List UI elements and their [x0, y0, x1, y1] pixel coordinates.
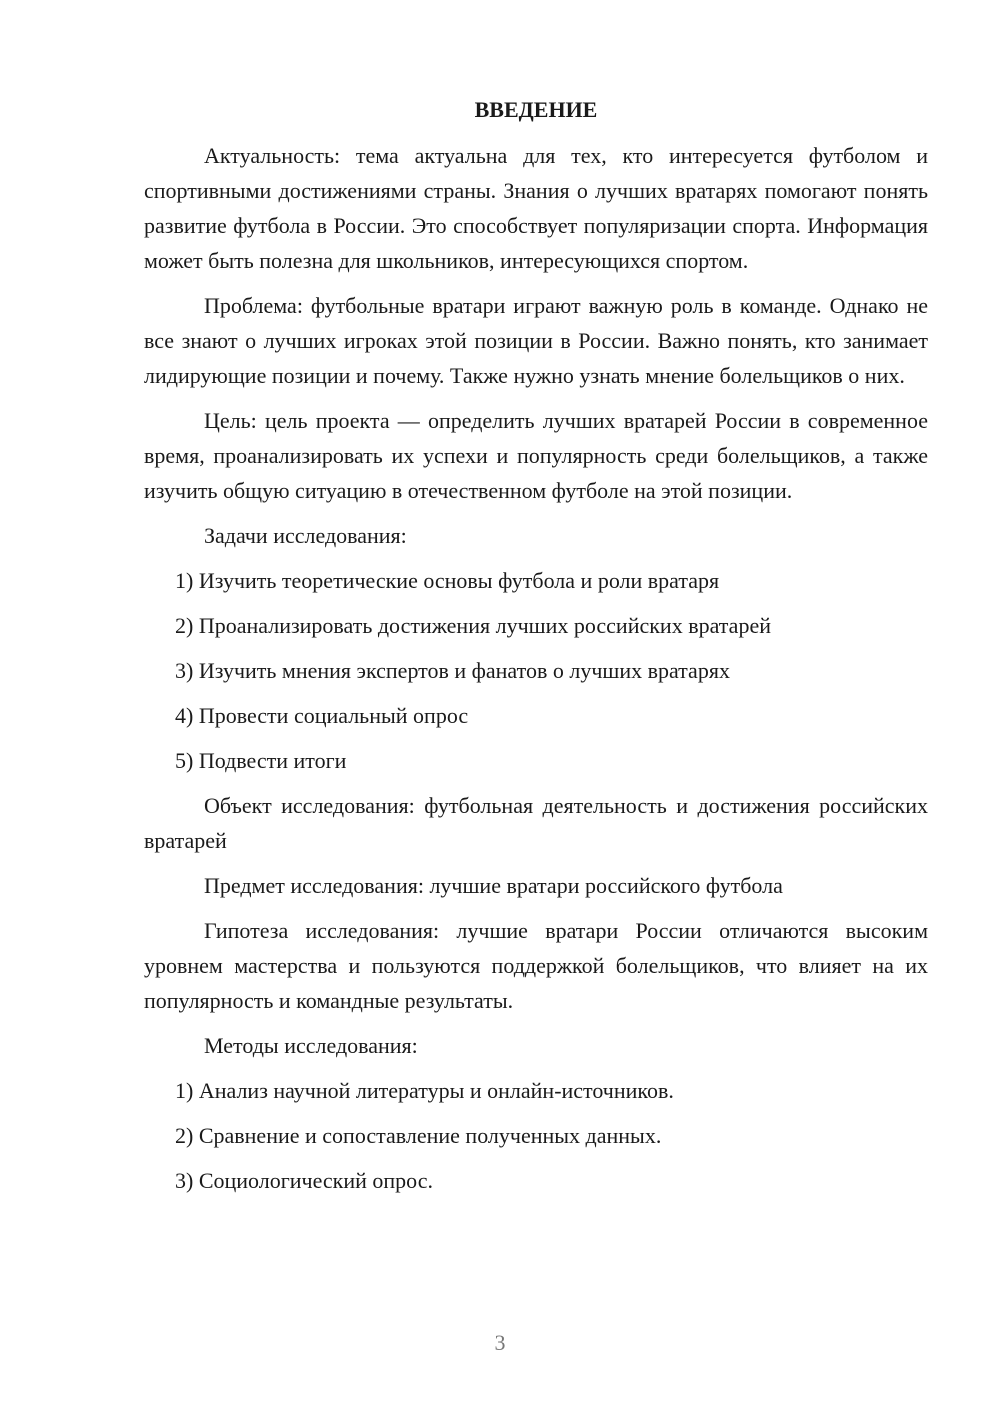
page-number: 3: [494, 1330, 506, 1355]
list-item: 1) Анализ научной литературы и онлайн-источников.: [175, 1078, 674, 1103]
object-paragraph: Объект исследования: футбольная деятельность и достижения российских вратарей: [144, 793, 928, 853]
document-page: [144, 90, 928, 1208]
list-item: 1) Изучить теоретические основы футбола и роли вратаря: [175, 568, 720, 593]
relevance-paragraph: Актуальность: тема актуальна для тех, кто интересуется футболом и спортивными достижениями страны. Знания о лучших вратарях помогают понять развитие футбола в России. Это способствует популяризации спорта. Информация может быть полезна для школьников, интересующихся спортом.: [144, 143, 928, 273]
tasks-list: [144, 563, 928, 778]
tasks-heading: Задачи исследования:: [204, 523, 407, 548]
list-item: 2) Сравнение и сопоставление полученных данных.: [175, 1123, 662, 1148]
goal-paragraph: Цель: цель проекта — определить лучших вратарей России в современное время, проанализировать их успехи и популярность среди болельщиков, а также изучить общую ситуацию в отечественном футболе на этой позиции.: [144, 408, 928, 503]
hypothesis-paragraph: Гипотеза исследования: лучшие вратари России отличаются высоким уровнем мастерства и пользуются поддержкой болельщиков, что влияет на их популярность и командные результаты.: [144, 918, 928, 1013]
methods-heading: Методы исследования:: [204, 1033, 418, 1058]
list-item: 2) Проанализировать достижения лучших российских вратарей: [175, 613, 771, 638]
subject-paragraph: Предмет исследования: лучшие вратари российского футбола: [204, 873, 783, 898]
list-item: 5) Подвести итоги: [175, 748, 347, 773]
section-title: ВВЕДЕНИЕ: [474, 97, 598, 122]
methods-list: [144, 1073, 928, 1198]
list-item: 3) Изучить мнения экспертов и фанатов о лучших вратарях: [175, 658, 730, 683]
problem-paragraph: Проблема: футбольные вратари играют важную роль в команде. Однако не все знают о лучших игроках этой позиции в России. Важно понять, кто занимает лидирующие позиции и почему. Также нужно узнать мнение болельщиков о них.: [144, 293, 928, 388]
list-item: 3) Социологический опрос.: [175, 1168, 433, 1193]
list-item: 4) Провести социальный опрос: [175, 703, 469, 728]
